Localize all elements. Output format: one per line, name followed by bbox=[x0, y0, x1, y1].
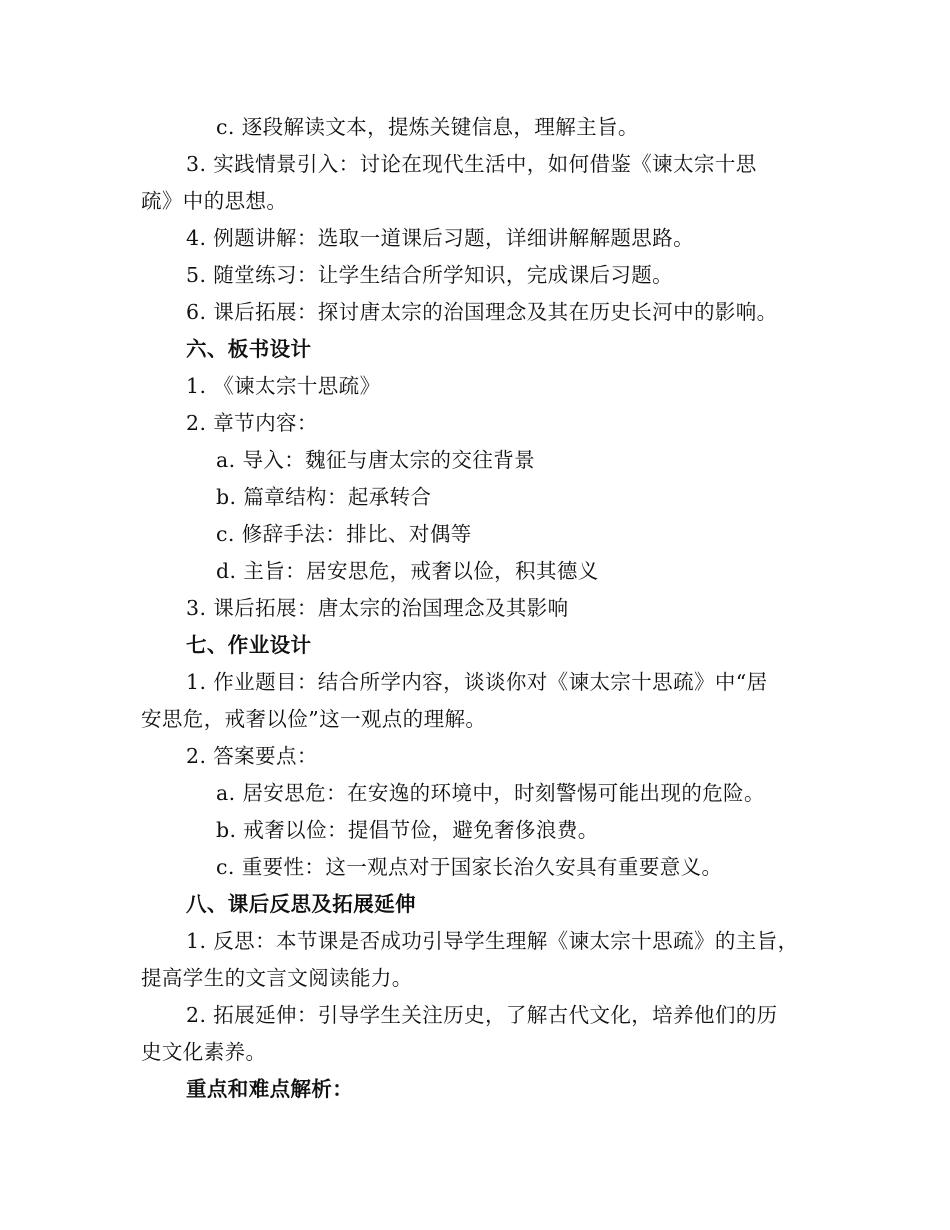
section-heading-reflection: 八、课后反思及拓展延伸 bbox=[186, 892, 416, 916]
list-item-1-homework-topic: 1. 作业题目：结合所学内容，谈谈你对《谏太宗十思疏》中“居 bbox=[186, 670, 768, 694]
list-item-3-continuation: 疏》中的思想。 bbox=[141, 189, 288, 213]
list-item-a-vigilance: a. 居安思危：在安逸的环境中，时刻警惕可能出现的危险。 bbox=[216, 781, 765, 805]
list-item-1-continuation: 安思危，戒奢以俭”这一观点的理解。 bbox=[141, 707, 487, 731]
list-item-2-answer-points: 2. 答案要点： bbox=[186, 744, 318, 768]
list-item-3-practice-scene: 3. 实践情景引入：讨论在现代生活中，如何借鉴《谏太宗十思 bbox=[186, 152, 757, 176]
list-item-a-intro: a. 导入：魏征与唐太宗的交往背景 bbox=[216, 448, 536, 472]
list-item-1-reflection: 1. 反思：本节课是否成功引导学生理解《谏太宗十思疏》的主旨， bbox=[186, 929, 799, 953]
list-item-b-frugality: b. 戒奢以俭：提倡节俭，避免奢侈浪费。 bbox=[216, 818, 599, 842]
list-item-5-practice: 5. 随堂练习：让学生结合所学知识，完成课后习题。 bbox=[186, 263, 674, 287]
list-item-2-extension: 2. 拓展延伸：引导学生关注历史，了解古代文化，培养他们的历 bbox=[186, 1003, 778, 1027]
list-item-c-importance: c. 重要性：这一观点对于国家长治久安具有重要意义。 bbox=[216, 855, 723, 879]
list-item-2-extension-continuation: 史文化素养。 bbox=[141, 1040, 267, 1064]
section-heading-homework: 七、作业设计 bbox=[186, 633, 312, 657]
section-heading-key-points: 重点和难点解析： bbox=[186, 1077, 354, 1101]
list-item-d-theme: d. 主旨：居安思危，戒奢以俭，积其德义 bbox=[216, 559, 599, 583]
list-item-6-extension: 6. 课后拓展：探讨唐太宗的治国理念及其在历史长河中的影响。 bbox=[186, 300, 778, 324]
list-item-1-title: 1. 《谏太宗十思疏》 bbox=[186, 374, 381, 398]
list-item-3-after-class: 3. 课后拓展：唐太宗的治国理念及其影响 bbox=[186, 596, 569, 620]
list-item-2-chapter-content: 2. 章节内容： bbox=[186, 411, 318, 435]
section-heading-board-design: 六、板书设计 bbox=[186, 337, 312, 361]
list-item-c-read-text: c. 逐段解读文本，提炼关键信息，理解主旨。 bbox=[216, 115, 639, 139]
list-item-1-reflection-continuation: 提高学生的文言文阅读能力。 bbox=[141, 966, 413, 990]
list-item-b-structure: b. 篇章结构：起承转合 bbox=[216, 485, 432, 509]
list-item-c-rhetoric: c. 修辞手法：排比、对偶等 bbox=[216, 522, 472, 546]
list-item-4-example: 4. 例题讲解：选取一道课后习题，详细讲解解题思路。 bbox=[186, 226, 694, 250]
